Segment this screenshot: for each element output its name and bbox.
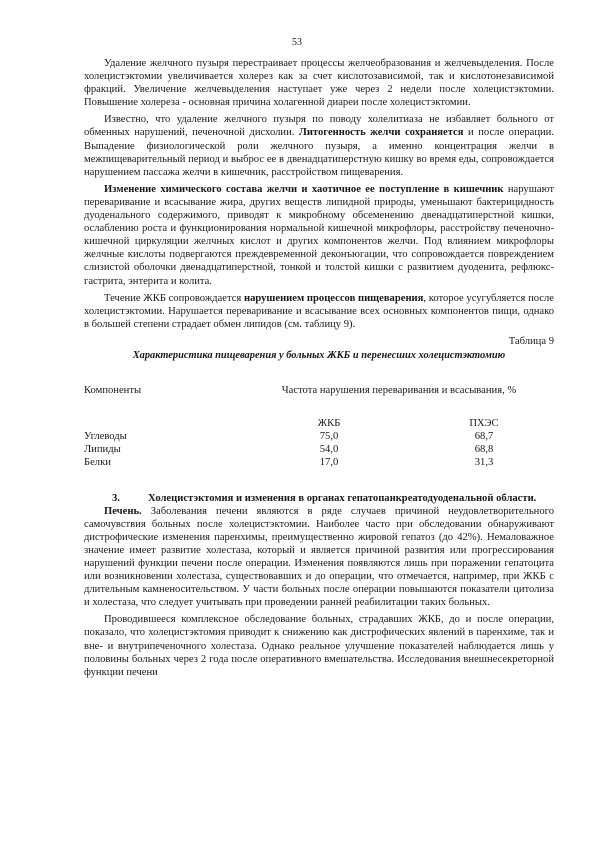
page-number: 53 xyxy=(292,37,302,48)
table-header-row xyxy=(84,384,554,397)
subheader-phes: ПХЭС xyxy=(469,418,499,430)
table-row xyxy=(84,430,554,443)
paragraph-cholecystectomy-bile: Удаление желчного пузыря перестраивает процессы желчеобразования и желчевыделения. После холецистэктомии увеличивается холерез как за счет кислотозависимой, так и кислотонезависимой фракций. Увеличение желчевыделения наступает уже через 2 недели после холецистэктомии. Повышение холереза - основная причина холагенной диареи после холецистэктомии. xyxy=(84,58,554,109)
paragraph-liver xyxy=(84,505,554,610)
paragraph-examination: Проводившееся комплексное обследование больных, страдавших ЖКБ, до и после операции, показало, что холецистэктомия приводит к снижению как дистрофических явлений в паренхиме, так и вне- и внутрипеченочного холестаза. Однако реальное улучшение показателей наблюдается лишь у половины больных через 2 года после оперативного вмешательства. Исследования внешнесекреторной функции печени xyxy=(84,614,554,678)
row-phes-value: 68,7 xyxy=(474,431,494,443)
table-spacer-row xyxy=(84,397,554,417)
table-subheader-row xyxy=(84,417,554,430)
emphasis-lithogenicity: Литогенность желчи сохраняется xyxy=(298,127,464,139)
header-components: Компоненты xyxy=(84,385,142,397)
row-phes-value: 31,3 xyxy=(474,457,494,469)
table-row xyxy=(84,456,554,469)
row-zhkb-value: 54,0 xyxy=(319,444,339,456)
row-zhkb-value: 75,0 xyxy=(319,431,339,443)
table-row xyxy=(84,443,554,456)
section-title: Холецистэктомия и изменения в органах гепатопанкреатодуоденальной области. xyxy=(148,492,537,504)
row-zhkb-value: 17,0 xyxy=(319,457,339,469)
digestion-table xyxy=(84,384,554,469)
section-heading xyxy=(84,492,554,505)
paragraph-bile-composition xyxy=(84,183,554,288)
header-frequency: Частота нарушения переваривания и всасывания, % xyxy=(281,385,517,397)
row-name: Белки xyxy=(84,457,111,469)
table-title: Характеристика пищеварения у больных ЖКБ и перенесших холецистэктомию xyxy=(132,349,506,361)
page-body xyxy=(84,57,554,683)
paragraph-text: и после операции. Выпадение физиологической роли желчного пузыря, а именно концентрация желчи в межпищеварительный период и выброс ее в двенадцатиперстную кишку во время еды, сопровождается нарушением пассажа желчи в кишечник, расстройством пищеварения. xyxy=(84,127,554,178)
paragraph-lithogenicity xyxy=(84,113,554,178)
row-phes-value: 68,8 xyxy=(474,444,494,456)
paragraph-text: , которое усугубляется после холецистэктомии. Нарушается переваривание и всасывание всех основных компонентов пищи, однако в большей степени страдает обмен липидов (см. таблицу 9). xyxy=(84,292,554,330)
emphasis-digestion: нарушением процессов пищеварения xyxy=(243,292,424,304)
paragraph-text: Известно, что удаление желчного пузыря по поводу холелитиаза не избавляет больного от обменных нарушений, печеночной дисхолии. xyxy=(84,114,554,139)
emphasis-bile-composition: Изменение химического состава желчи и хаотичное ее поступление в кишечник xyxy=(104,183,504,195)
paragraph-text: нарушают переваривание и всасывание жира, других веществ липидной природы, уменьшают бактерицидность дуоденального содержимого, приводят к микробному обсеменению двенадцатиперстной кишки, ослаблению роста и функционирования нормальной кишечной микрофлоры, расстройству печеночно-кишечной циркуляции желчных кислот и других компонентов желчи. Под влиянием микрофлоры желчные кислоты подвергаются преждевременной деконъюгации, что сопровождается повреждением слизистой оболочки двенадцатиперстной, тонкой и толстой кишки с развитием дуоденита, рефлюкс-гастрита, энтерита и колита. xyxy=(84,183,554,287)
paragraph-digestion xyxy=(84,292,554,331)
section-number: 3. xyxy=(112,492,120,504)
row-name: Углеводы xyxy=(84,431,127,443)
row-name: Липиды xyxy=(84,444,121,456)
emphasis-liver: Печень. xyxy=(104,505,142,517)
paragraph-text: Течение ЖКБ сопровождается xyxy=(104,292,242,304)
table-label: Таблица 9 xyxy=(508,335,554,347)
subheader-zhkb: ЖКБ xyxy=(317,418,341,430)
paragraph-text: Заболевания печени являются в ряде случаев причиной неудовлетворительного самочувствия больных после холецистэктомии. Наиболее часто при обследовании обнаруживают дистрофические изменения паренхимы, преимущественно жировой гепатоз (до 42%). Немаловажное значение имеет развитие холестаза, который и является причиной развития или прогрессирования нарушений функции печени после операции. Изменения появляются лишь при поражении гепатоцита или возникновении холестаза, существовавших и до операции, что отмечается, например, при ЖКБ с длительным камненосительством. У части больных после операции повышаются показатели цитолиза и холестаза, что следует учитывать при проведении ранней реабилитации таких больных. xyxy=(84,505,555,609)
